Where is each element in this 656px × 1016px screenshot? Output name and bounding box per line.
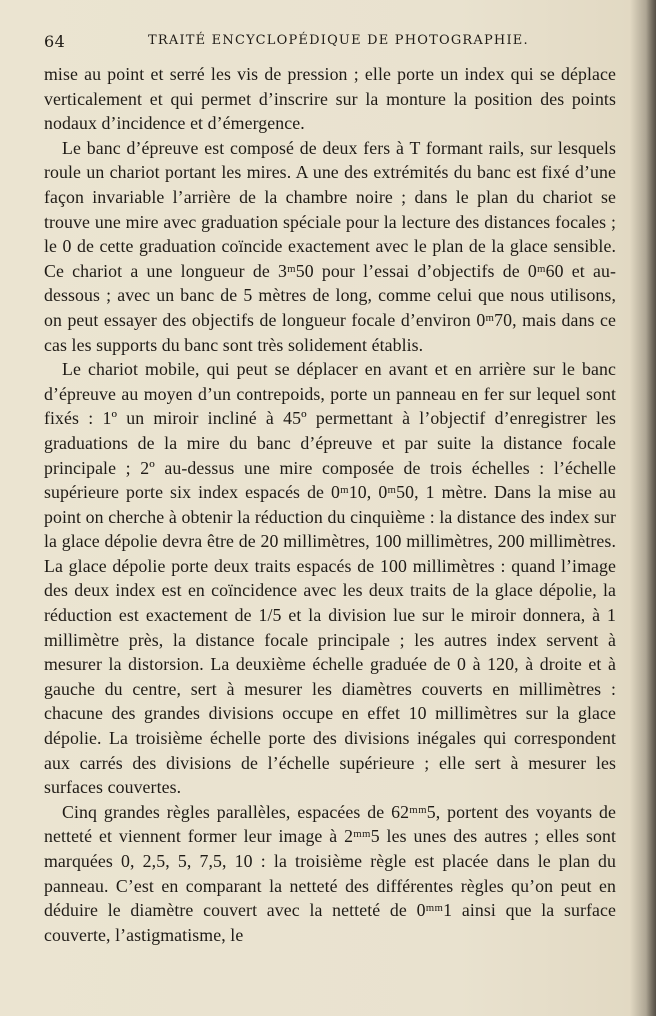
paragraph-banc-epreuve: Le banc d’épreuve est composé de deux fers à T formant rails, sur lesquels roule un chariot portant les mires. A une des extrémités du banc est fixé d’une façon invariable l’arrière de la chambre noire ; dans le plan du chariot se trouve une mire avec graduation spéciale pour la lecture des distances focales ; le 0 de cette graduation coïncide exactement avec le plan de la glace sensible. Ce chariot a une longueur de 3ᵐ50 pour l’essai d’objectifs de 0ᵐ60 et au-dessous ; avec un banc de 5 mètres de long, comme celui que nous utilisons, on peut essayer des objectifs de longueur focale d’environ 0ᵐ70, mais dans ce cas les supports du banc sont très solidement établis. [44, 137, 616, 355]
paragraph-regles-paralleles: Cinq grandes règles parallèles, espacées de 62ᵐᵐ5, portent des voyants de netteté et viennent former leur image à 2ᵐᵐ5 les unes des autres ; elles sont marquées 0, 2,5, 5, 7,5, 10 : la troisième règle est placée dans le plan du panneau. C’est en comparant la netteté des différentes règles qu’on peut en déduire le diamètre couvert avec la netteté de 0ᵐᵐ1 ainsi que la surface couverte, l’astigmatisme, le [44, 801, 616, 945]
paragraph-chariot-mobile: Le chariot mobile, qui peut se déplacer en avant et en arrière sur le banc d’épreuve au moyen d’un contrepoids, porte un panneau en fer sur lequel sont fixés : 1º un miroir incliné à 45º permettant à l’objectif d’enregistrer les graduations de la mire du banc d’épreuve et par suite la distance focale principale ; 2º au-dessus une mire composée de trois échelles : l’échelle supérieure porte six index espacés de 0ᵐ10, 0ᵐ50, 1 mètre. Dans la mise au point on cherche à obtenir la réduction du cinquième : la distance des index sur la glace dépolie devra être de 20 millimètres, 100 millimètres, 200 millimètres. La glace dépolie porte deux traits espacés de 100 millimètres : quand l’image des deux index est en coïncidence avec les deux traits de la glace dépolie, la réduction est exactement de 1/5 et la division lue sur le miroir donnera, à 1 millimètre près, la distance focale principale ; les autres index servent à mesurer la distorsion. La deuxième échelle graduée de 0 à 120, à droite et à gauche du centre, sert à mesurer les diamètres couverts en millimètres : chacune des grandes divisions occupe en effet 10 millimètres sur la glace dépolie. La troisième échelle porte des divisions inégales qui correspondent aux carrés des divisions de l’échelle supérieure ; elle sert à mesurer les surfaces couvertes. [44, 359, 616, 798]
page-edge-shadow [646, 0, 656, 1016]
paragraph-continuation: mise au point et serré les vis de pression ; elle porte un index qui se déplace verticalement et qui permet d’inscrire sur la monture la position des points nodaux d’incidence et d’émergence. [44, 64, 616, 134]
running-title: TRAITÉ ENCYCLOPÉDIQUE DE PHOTOGRAPHIE. [148, 33, 529, 48]
page-header [44, 32, 618, 54]
page-number: 64 [44, 32, 66, 51]
body-text [44, 62, 616, 947]
